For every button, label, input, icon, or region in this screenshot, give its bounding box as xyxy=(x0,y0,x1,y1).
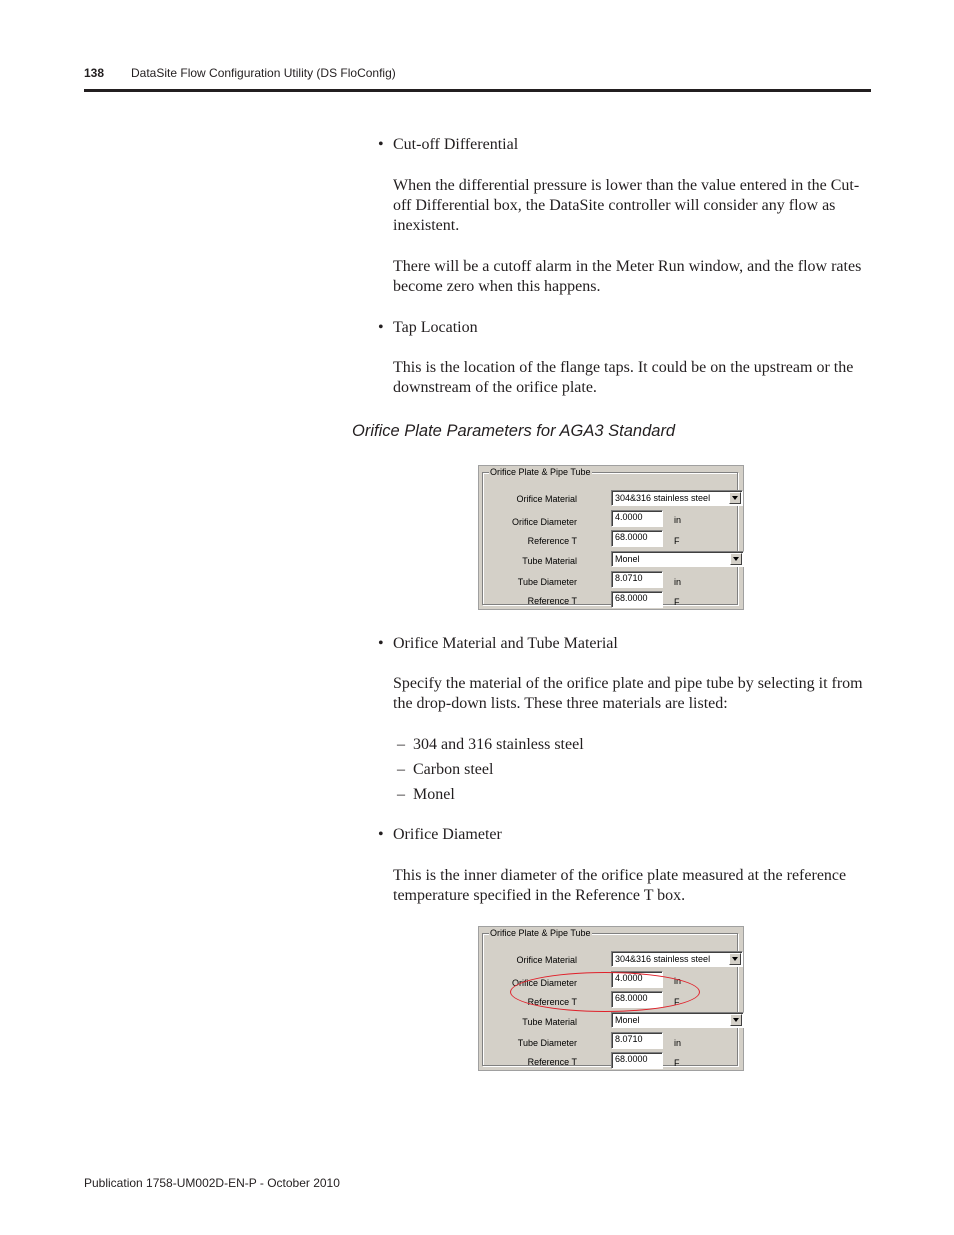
tube-reference-t-label: Reference T xyxy=(527,1057,577,1067)
bullet-orifice-tube-material xyxy=(378,634,618,654)
highlight-ellipse xyxy=(510,972,700,1012)
cutoff-paragraph-2: There will be a cutoff alarm in the Meter Run window, and the flow rates become zero when this happens. xyxy=(393,258,862,295)
orifice-reference-t-input[interactable]: 68.0000 xyxy=(611,530,663,547)
tube-material-select[interactable] xyxy=(611,1012,744,1028)
orifice-reference-t-unit: F xyxy=(674,997,680,1007)
orifice-reference-t-unit: F xyxy=(674,536,680,546)
bullet-glyph: • xyxy=(378,136,384,153)
bullet-orifice-diameter xyxy=(378,825,502,845)
tube-material-value: Monel xyxy=(615,1015,640,1025)
chevron-down-icon[interactable] xyxy=(730,1014,742,1026)
tube-diameter-input[interactable]: 8.0710 xyxy=(611,1032,663,1049)
orifice-diameter-unit: in xyxy=(674,976,682,986)
tube-diameter-input[interactable]: 8.0710 xyxy=(611,571,663,588)
tube-reference-t-input[interactable]: 68.0000 xyxy=(611,591,663,608)
cutoff-paragraph-1: When the differential pressure is lower than the value entered in the Cut-off Differential box, the DataSite controller will consider any flow as inexistent. xyxy=(393,177,860,234)
tube-diameter-label: Tube Diameter xyxy=(517,1038,577,1048)
tube-diameter-unit: in xyxy=(674,1038,682,1048)
tube-material-label: Tube Material xyxy=(522,556,577,566)
figure-caption: Orifice Plate Parameters for AGA3 Standard xyxy=(352,422,676,440)
bullet-glyph: • xyxy=(378,826,384,843)
tube-material-select[interactable] xyxy=(611,551,744,567)
bullet-glyph: • xyxy=(378,635,384,652)
tap-paragraph: This is the location of the flange taps. It could be on the upstream or the downstream of the orifice plate. xyxy=(393,359,854,396)
orifice-material-select[interactable] xyxy=(611,490,743,506)
orifice-diameter-label: Orifice Diameter xyxy=(511,978,577,988)
orifice-diameter-input[interactable]: 4.0000 xyxy=(611,971,663,988)
tube-reference-t-unit: F xyxy=(674,1058,680,1068)
orifice-reference-t-label: Reference T xyxy=(527,997,577,1007)
group-title: Orifice Plate & Pipe Tube xyxy=(490,928,591,938)
orifice-material-label: Orifice Material xyxy=(516,494,577,504)
material-list-label: 304 and 316 stainless steel xyxy=(413,736,584,753)
running-header-title: DataSite Flow Configuration Utility (DS FloConfig) xyxy=(131,66,396,80)
orifice-reference-t-input[interactable]: 68.0000 xyxy=(611,991,663,1008)
orifice-reference-t-label: Reference T xyxy=(527,536,577,546)
footer-publication: Publication 1758-UM002D-EN-P - October 2010 xyxy=(84,1176,340,1190)
orifice-plate-dialog-1 xyxy=(478,465,744,610)
orifice-plate-dialog-2 xyxy=(478,926,744,1071)
tube-material-label: Tube Material xyxy=(522,1017,577,1027)
orifice-material-select[interactable] xyxy=(611,951,743,967)
tube-reference-t-unit: F xyxy=(674,597,680,607)
orifice-material-value: 304&316 stainless steel xyxy=(615,954,711,964)
orifice-diameter-input[interactable]: 4.0000 xyxy=(611,510,663,527)
material-list-label: Carbon steel xyxy=(413,761,494,778)
orifice-plate-group xyxy=(482,467,738,607)
dash-glyph: – xyxy=(397,786,405,803)
tube-diameter-unit: in xyxy=(674,577,682,587)
orifice-material-value: 304&316 stainless steel xyxy=(615,493,711,503)
bullet-label: Orifice Material and Tube Material xyxy=(393,635,618,652)
page-number: 138 xyxy=(84,66,105,80)
bullet-cutoff-differential xyxy=(378,135,518,155)
material-paragraph: Specify the material of the orifice plate and pipe tube by selecting it from the drop-down lists. These three materials are listed: xyxy=(393,675,863,712)
material-list-item xyxy=(397,760,493,780)
material-list-item xyxy=(397,735,584,755)
chevron-down-icon[interactable] xyxy=(730,553,742,565)
bullet-glyph: • xyxy=(378,319,384,336)
group-title: Orifice Plate & Pipe Tube xyxy=(490,467,591,477)
diameter-paragraph: This is the inner diameter of the orifice plate measured at the reference temperature specified in the Reference T box. xyxy=(393,867,847,904)
tube-diameter-label: Tube Diameter xyxy=(517,577,577,587)
bullet-label: Tap Location xyxy=(393,319,478,336)
bullet-tap-location xyxy=(378,318,478,338)
orifice-plate-group xyxy=(482,928,738,1068)
tube-reference-t-input[interactable]: 68.0000 xyxy=(611,1052,663,1069)
orifice-diameter-unit: in xyxy=(674,515,682,525)
material-list-item xyxy=(397,785,455,805)
dash-glyph: – xyxy=(397,736,405,753)
orifice-diameter-label: Orifice Diameter xyxy=(511,517,577,527)
bullet-label: Cut-off Differential xyxy=(393,136,519,153)
chevron-down-icon[interactable] xyxy=(729,953,741,965)
dash-glyph: – xyxy=(397,761,405,778)
tube-reference-t-label: Reference T xyxy=(527,596,577,606)
tube-material-value: Monel xyxy=(615,554,640,564)
chevron-down-icon[interactable] xyxy=(729,492,741,504)
material-list-label: Monel xyxy=(413,786,455,803)
orifice-material-label: Orifice Material xyxy=(516,955,577,965)
header-rule xyxy=(84,89,871,92)
bullet-label: Orifice Diameter xyxy=(393,826,502,843)
